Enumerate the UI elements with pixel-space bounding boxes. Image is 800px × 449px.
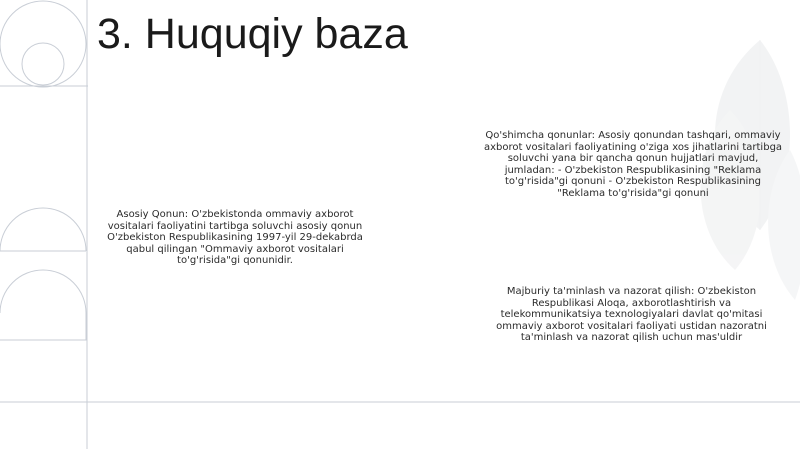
text-block-majburiy-taminlash: Majburiy ta'minlash va nazorat qilish: O'zbekiston Respublikasi Aloqa, axborotlashtirish va telekommunikatsiya texnologiyalari davlat qo'mitasi ommaviy axborot vositalari faoliyati ustidan nazoratni ta'minlash va nazorat qilish uchun mas'uldir	[496, 286, 767, 344]
text-block-qoshimcha-qonunlar: Qo'shimcha qonunlar: Asosiy qonundan tashqari, ommaviy axborot vositalari faoliyatining o'ziga xos jihatlarini tartibga soluvchi yana bir qancha qonun hujjatlari mavjud, jumladan: - O'zbekiston Respublikasining "Reklama to'g'risida"gi qonuni - O'zbekiston Respublikasining "Reklama to'g'risida"gi qonuni	[483, 130, 783, 199]
text-block-asosiy-qonun: Asosiy Qonun: O'zbekistonda ommaviy axborot vositalari faoliyatini tartibga soluvchi asosiy qonun O'zbekiston Respublikasining 1997-yil 29-dekabrda qabul qilingan "Ommaviy axborot vositalari to'g'risida"gi qonunidir.	[107, 209, 363, 267]
deco-circle-small	[22, 43, 64, 85]
deco-circle-large	[0, 1, 86, 87]
deco-arch-lower	[0, 270, 86, 340]
deco-arch-upper	[0, 208, 86, 251]
slide-title: 3. Huquqiy baza	[97, 10, 408, 58]
